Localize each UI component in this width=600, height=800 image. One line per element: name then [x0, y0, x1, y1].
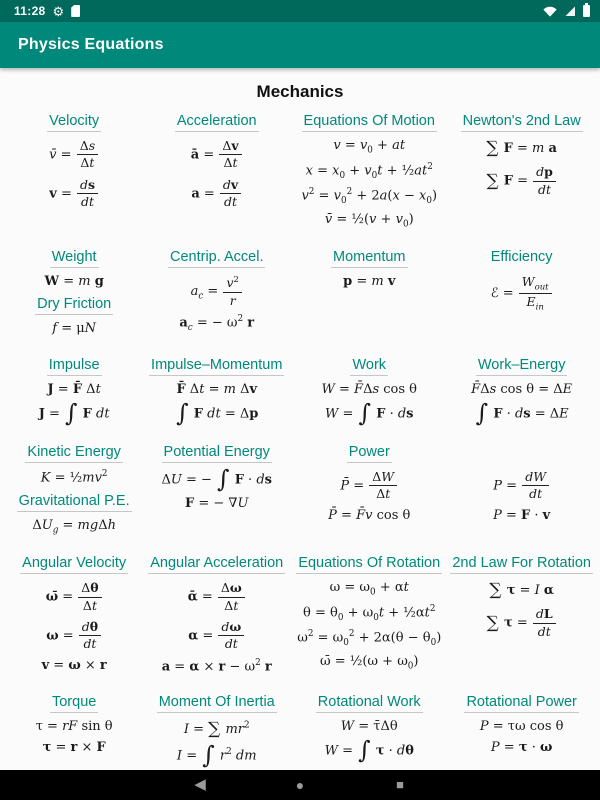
topic-link-momentum[interactable]: Momentum: [331, 249, 408, 268]
topic-link-efficiency[interactable]: Efficiency: [490, 249, 553, 266]
equation: ℰ = $\frac{W_{out}}{E_{in}}$: [450, 274, 593, 313]
equation: f = μN: [52, 321, 97, 337]
content-area: [0, 68, 600, 770]
equation: v = ω × r: [41, 657, 107, 673]
equation: τ = r × F: [42, 740, 106, 756]
topic-link-equations-of-rotation[interactable]: Equations Of Rotation: [296, 555, 442, 574]
equation: J = ∫ F dt: [38, 398, 110, 427]
equation-cell: [144, 248, 289, 343]
equation: a = $\frac{dv}{dt}$: [145, 177, 288, 211]
equation: $K = \frac{1}{2}mv^2$: [40, 468, 108, 486]
equation: P = τ · ω: [490, 740, 553, 756]
topic-link-torque[interactable]: Torque: [50, 694, 98, 713]
equation-cell: [449, 356, 594, 430]
topic-link-gravitational-p-e[interactable]: Gravitational P.E.: [17, 493, 132, 512]
equation: F = − ∇U: [185, 495, 249, 511]
equation: $a_c$ = − $\omega^2$ r: [179, 314, 255, 333]
equation: W = ∫ τ · dθ: [324, 736, 414, 765]
equation-cell: [449, 554, 594, 680]
equation-cell: [144, 112, 289, 235]
equation-cell: [6, 248, 142, 343]
equation: ᾱ = $\frac{\Delta\omega}{\Delta t}$: [145, 580, 288, 614]
equation: v = $\frac{ds}{dt}$: [7, 177, 141, 211]
equation-cell: [291, 693, 447, 770]
topic-link-rotational-power[interactable]: Rotational Power: [464, 694, 578, 713]
cell-signal-icon: [564, 5, 576, 17]
topic-link-2nd-law-for-rotation[interactable]: 2nd Law For Rotation: [450, 555, 593, 574]
equation: W = m g: [44, 274, 104, 290]
equation: P = F · v: [493, 507, 551, 523]
wifi-icon: [543, 6, 557, 17]
topic-link-work[interactable]: Work: [350, 357, 388, 376]
topic-heading: [145, 443, 288, 464]
equation: $v^2 = v_0^2 + 2a(x - x_0)$: [301, 186, 438, 206]
topic-link-impulse[interactable]: Impulse: [47, 357, 102, 376]
topic-heading: [7, 443, 141, 464]
topic-heading: [292, 356, 446, 377]
equation: v̄ = ½(v + $v_0$): [324, 211, 414, 230]
equation-cell: [449, 693, 594, 770]
topic-link-power[interactable]: Power: [347, 444, 392, 463]
equation: $v = v_0$ + at: [333, 138, 406, 156]
topic-heading: [450, 112, 593, 133]
equation: α = $\frac{d\omega}{dt}$: [145, 619, 288, 653]
topic-heading: [7, 356, 141, 377]
equation: $\theta = \theta_0 + \omega_0t$ + $\frac{1}{2}\alpha t^2$: [303, 603, 436, 623]
topic-link-velocity[interactable]: Velocity: [47, 113, 101, 132]
topic-heading: [292, 248, 446, 269]
equation: ω̄ = $\frac{\Delta\theta}{\Delta t}$: [7, 580, 141, 614]
equation: $a_c$ = $\frac{v^2}{r}$: [145, 274, 288, 309]
equation-cell: [6, 443, 142, 541]
topic-link-rotational-work[interactable]: Rotational Work: [316, 694, 423, 713]
topic-link-moment-of-inertia[interactable]: Moment Of Inertia: [157, 694, 277, 713]
topic-link-work-energy[interactable]: Work–Energy: [476, 357, 568, 376]
topic-link-equations-of-motion[interactable]: Equations Of Motion: [302, 113, 437, 132]
topic-heading: [7, 693, 141, 714]
equation: W = ∫ F · ds: [325, 398, 414, 427]
recents-button[interactable]: ■: [396, 777, 404, 792]
topic-link-potential-energy[interactable]: Potential Energy: [162, 444, 272, 463]
equation-cell: [449, 112, 594, 235]
topic-heading: [450, 693, 593, 714]
page-title: Mechanics: [256, 82, 344, 101]
equation: F̄Δs cos θ = ΔE: [471, 381, 573, 397]
battery-icon: [583, 5, 590, 17]
topic-heading: [145, 693, 288, 714]
topic-link-dry-friction[interactable]: Dry Friction: [35, 296, 113, 315]
topic-link-angular-velocity[interactable]: Angular Velocity: [20, 555, 128, 574]
equation: τ = rF sin θ: [35, 719, 113, 735]
app-bar: [0, 22, 600, 68]
topic-link-acceleration[interactable]: Acceleration: [175, 113, 259, 132]
equation-cell: [144, 443, 289, 541]
topic-heading: [450, 248, 593, 269]
equation: ∫ F · ds = ΔE: [475, 398, 569, 427]
equation-cell: [291, 112, 447, 235]
equation-cell: [144, 554, 289, 680]
equation: F̄ Δt = m Δv: [176, 381, 258, 397]
equation: ∑ τ = $\frac{dL}{dt}$: [450, 606, 593, 640]
equation: ā = $\frac{\Delta v}{\Delta t}$: [145, 138, 288, 172]
topic-heading: [450, 443, 593, 464]
equation: I = ∑ $mr^2$: [183, 719, 250, 740]
equation-cell: [449, 443, 594, 541]
topic-heading: [7, 112, 141, 133]
equation: P̄ = $\frac{\Delta W}{\Delta t}$: [292, 469, 446, 503]
equation-cell: [291, 443, 447, 541]
topic-heading: [145, 356, 288, 377]
equation: $a = \alpha \times r - \omega^2$ r: [161, 657, 272, 674]
topic-link-angular-acceleration[interactable]: Angular Acceleration: [148, 555, 285, 574]
topic-heading: [145, 248, 288, 269]
equation: $\Delta U_g = mg\Delta h$: [32, 517, 116, 536]
topic-heading: [292, 443, 446, 464]
topic-heading: [450, 554, 593, 575]
status-time: 11:28: [14, 4, 46, 18]
equation: ΔU = − ∫ F · ds: [161, 464, 272, 493]
status-bar-left: [8, 4, 80, 18]
equation-cell: [291, 356, 447, 430]
equation-cell: [6, 356, 142, 430]
equation: v̄ = $\frac{\Delta s}{\Delta t}$: [7, 138, 141, 172]
equation: ∑ F = $\frac{dp}{dt}$: [450, 164, 593, 198]
back-button[interactable]: ◀: [194, 776, 206, 793]
topic-heading: [7, 248, 141, 269]
topic-link-impulse-momentum[interactable]: Impulse–Momentum: [149, 357, 284, 376]
equation-cell: [144, 693, 289, 770]
equation: ∫ F dt = Δp: [176, 398, 259, 427]
equation: p = m v: [343, 274, 396, 290]
settings-gear-icon: ⚙: [52, 3, 65, 19]
topic-link-weight[interactable]: Weight: [50, 249, 99, 268]
equation: ∑ F = m a: [486, 138, 557, 158]
navigation-bar: [0, 770, 600, 800]
equation: J = F̄ Δt: [47, 381, 101, 397]
equation-cell: [6, 554, 142, 680]
topic-link-centrip-accel[interactable]: Centrip. Accel.: [168, 249, 266, 268]
topic-link-kinetic-energy[interactable]: Kinetic Energy: [25, 444, 123, 463]
equation: ∑ τ = I α: [489, 580, 554, 601]
equation: $x = x_0 + v_0t$ + $\frac{1}{2}at^2$: [305, 161, 433, 181]
topic-heading: [7, 295, 141, 316]
topic-heading: [450, 356, 593, 377]
topic-heading: [292, 554, 446, 575]
equation-cell: [291, 248, 447, 343]
equations-grid: [6, 112, 594, 770]
topic-link-newton-s-2nd-law[interactable]: Newton's 2nd Law: [461, 113, 583, 132]
topic-heading: [7, 492, 141, 513]
equation: ω = $\frac{d\theta}{dt}$: [7, 619, 141, 653]
topic-heading: [7, 554, 141, 575]
equation: I = ∫ $r^2$ dm: [176, 741, 257, 770]
home-button[interactable]: ●: [295, 777, 305, 793]
equation: $\omega = \omega_0 + \alpha t$: [329, 580, 409, 598]
topic-heading: [292, 112, 446, 133]
equation: W = F̄Δs cos θ: [321, 381, 417, 397]
topic-heading: [292, 693, 446, 714]
equation: W = τ̄Δθ: [340, 719, 398, 735]
equation-cell: [144, 356, 289, 430]
equation-cell: [6, 693, 142, 770]
topic-heading: [145, 554, 288, 575]
equation: P̄ = F̄v cos θ: [328, 507, 411, 523]
status-bar: [0, 0, 600, 22]
sd-card-icon: [71, 5, 80, 17]
equation: P = τω cos θ: [479, 719, 564, 735]
equation: P = $\frac{dW}{dt}$: [450, 469, 593, 503]
equation: $\omega^2 = \omega_0^2 + 2\alpha(\theta - \theta_0)$: [297, 628, 442, 648]
equation-cell: [291, 554, 447, 680]
equation-cell: [449, 248, 594, 343]
topic-heading: [145, 112, 288, 133]
equation-cell: [6, 112, 142, 235]
app-title: Physics Equations: [18, 36, 164, 53]
equation: ω̄ = ½(ω + $\omega_0$): [320, 653, 419, 672]
status-bar-right: [543, 5, 592, 17]
